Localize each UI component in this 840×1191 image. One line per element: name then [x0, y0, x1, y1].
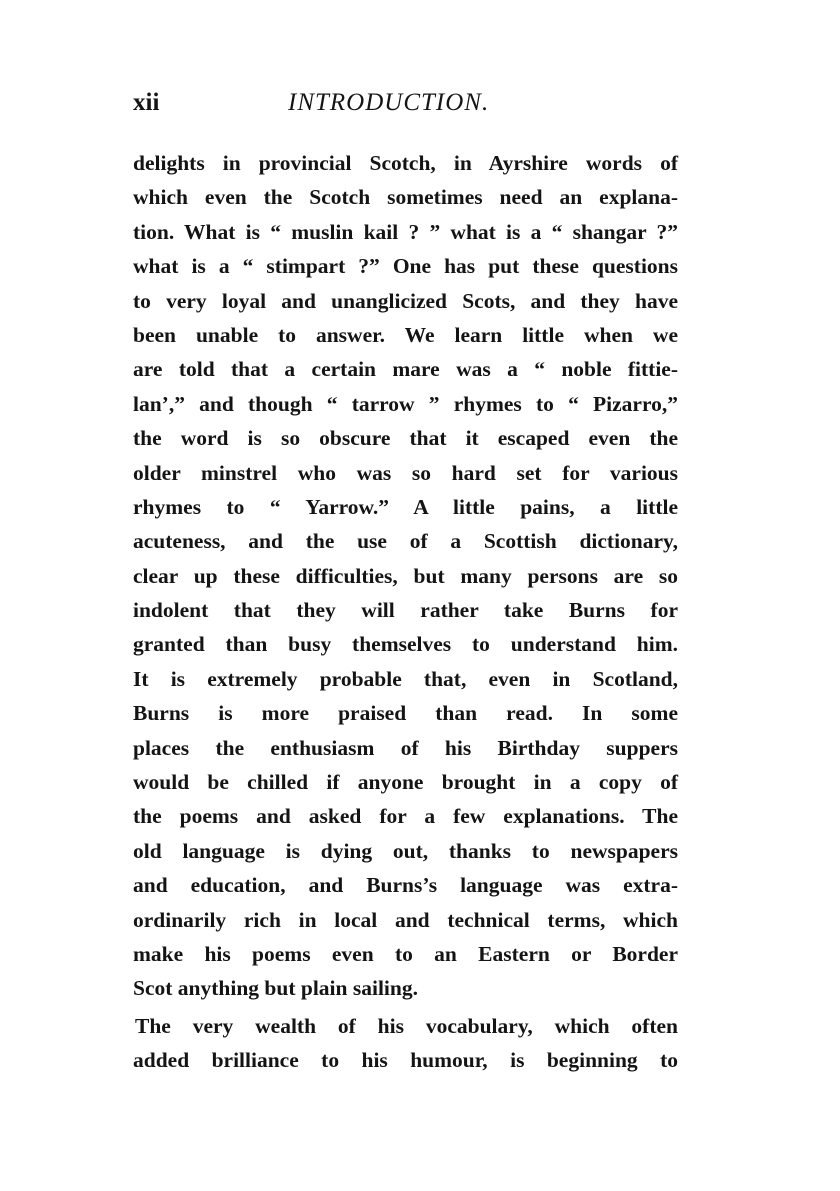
paragraph-1	[133, 146, 678, 1006]
text-line: rhymes to “ Yarrow.” A little pains, a little	[133, 494, 678, 519]
text-line: acuteness, and the use of a Scottish dictionary,	[133, 529, 678, 554]
text-line: The very wealth of his vocabulary, which often	[135, 1013, 678, 1038]
text-line: It is extremely probable that, even in Scotland,	[133, 666, 678, 691]
text-line: the poems and asked for a few explanations. The	[133, 804, 678, 829]
text-line: delights in provincial Scotch, in Ayrshire words of	[133, 151, 678, 175]
text-line: to very loyal and unanglicized Scots, and they have	[133, 288, 678, 313]
paragraph-2	[133, 1009, 678, 1078]
text-line: tion. What is “ muslin kail ? ” what is a “ shangar ?”	[133, 219, 678, 244]
text-line: places the enthusiasm of his Birthday suppers	[133, 735, 678, 760]
text-line: the word is so obscure that it escaped even the	[133, 426, 678, 451]
body-text	[133, 146, 678, 1078]
running-title: INTRODUCTION.	[288, 89, 490, 116]
text-line: clear up these difficulties, but many persons are so	[133, 563, 678, 588]
text-line: old language is dying out, thanks to newspapers	[133, 838, 678, 863]
text-line: which even the Scotch sometimes need an explana-	[133, 185, 678, 210]
text-line: would be chilled if anyone brought in a copy of	[133, 770, 678, 795]
text-line: and education, and Burns’s language was extra-	[133, 873, 678, 898]
text-line: lan’,” and though “ tarrow ” rhymes to “ Pizarro,”	[133, 391, 678, 416]
text-line: added brilliance to his humour, is beginning to	[133, 1048, 678, 1073]
text-line: what is a “ stimpart ?” One has put these questions	[133, 254, 678, 279]
text-line: Scot anything but plain sailing.	[133, 976, 418, 1001]
text-line: make his poems even to an Eastern or Border	[133, 941, 678, 966]
page-number: xii	[133, 89, 160, 116]
page-header	[133, 88, 678, 118]
text-line: older minstrel who was so hard set for various	[133, 460, 678, 485]
text-line: been unable to answer. We learn little when we	[133, 322, 678, 347]
text-line: indolent that they will rather take Burns for	[133, 598, 678, 623]
text-line: are told that a certain mare was a “ noble fittie-	[133, 357, 678, 382]
text-line: granted than busy themselves to understand him.	[133, 632, 678, 657]
text-line: ordinarily rich in local and technical terms, which	[133, 907, 678, 932]
text-line: Burns is more praised than read. In some	[133, 701, 678, 726]
